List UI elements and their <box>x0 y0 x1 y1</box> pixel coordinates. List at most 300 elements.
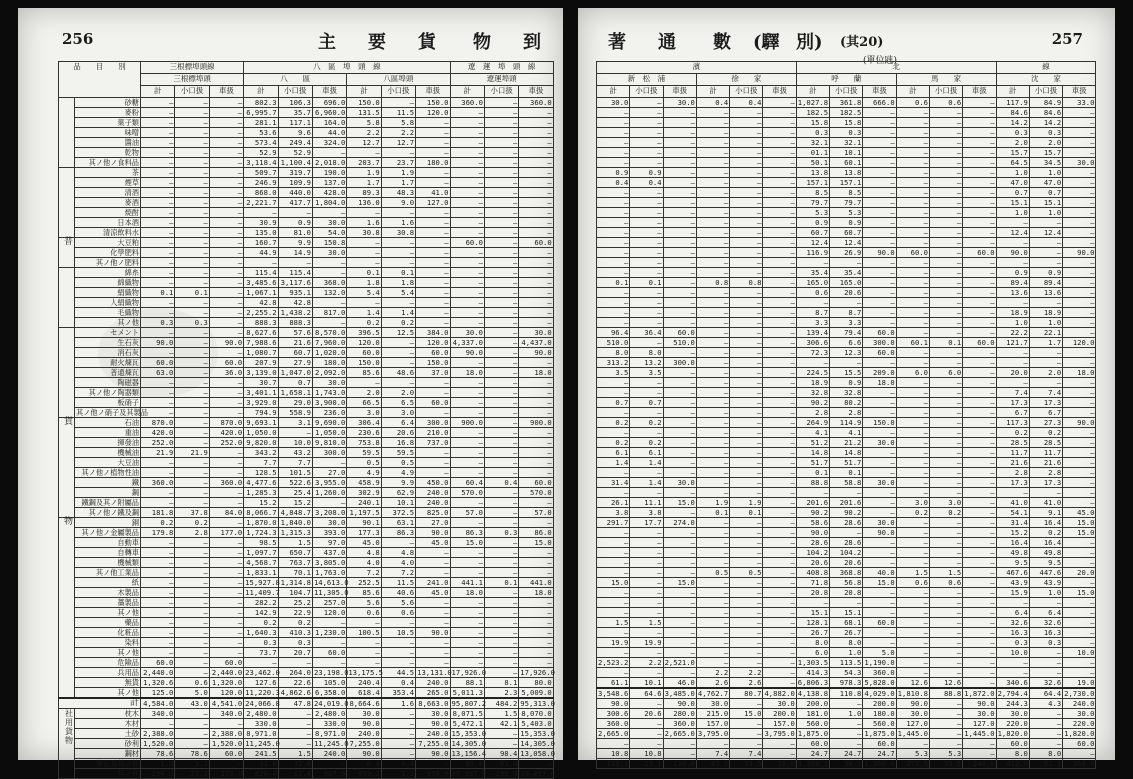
value-cell: — <box>896 218 929 228</box>
value-cell: — <box>450 498 484 508</box>
value-cell: — <box>416 388 450 398</box>
value-cell: — <box>730 228 763 238</box>
table-row <box>59 308 554 318</box>
value-cell: — <box>209 558 243 568</box>
value-cell: 14,305.0 <box>451 739 487 748</box>
value-cell: 1.0 <box>996 208 1029 218</box>
value-cell: — <box>663 538 696 548</box>
value-cell: — <box>696 578 729 588</box>
value-cell: 0.4 <box>730 98 763 108</box>
value-cell: 6,960.0 <box>312 108 346 118</box>
value-cell: — <box>963 668 996 678</box>
table-row <box>597 648 1096 658</box>
value-cell: 233.0 <box>209 769 243 779</box>
value-cell: — <box>519 428 553 438</box>
value-cell: 30.9 <box>244 218 278 228</box>
value-cell: 807.0 <box>312 769 346 779</box>
value-cell: 888.3 <box>278 318 312 328</box>
value-cell: — <box>484 178 518 188</box>
item-name: 消石灰 <box>75 348 141 358</box>
value-cell: — <box>663 188 696 198</box>
value-cell: — <box>484 388 518 398</box>
value-cell: — <box>730 358 763 368</box>
value-cell: — <box>450 268 484 278</box>
value-cell: — <box>796 598 829 608</box>
value-cell: 42.8 <box>278 298 312 308</box>
value-cell: — <box>963 318 996 328</box>
value-cell: 90.0 <box>1063 248 1096 258</box>
value-cell: 164.0 <box>312 118 346 128</box>
value-cell: — <box>416 598 450 608</box>
value-cell: — <box>963 368 996 378</box>
value-cell: — <box>763 508 796 518</box>
value-cell: 1,840.0 <box>278 518 312 528</box>
title-char: 通 <box>658 32 676 53</box>
value-cell: 10.5 <box>381 628 415 638</box>
value-cell: — <box>663 648 696 658</box>
value-cell: 14.2 <box>1029 118 1062 128</box>
value-cell: 127.0 <box>896 719 929 729</box>
value-cell: — <box>730 628 763 638</box>
item-name: 其ノ他ノ硝子及其製品 <box>76 408 148 417</box>
item-name: 鋼 <box>75 488 141 498</box>
value-cell: — <box>763 398 796 408</box>
table-row <box>597 248 1096 258</box>
value-cell: — <box>630 338 663 348</box>
value-cell: 3.8 <box>597 508 630 518</box>
value-cell: — <box>381 238 415 248</box>
value-cell: — <box>763 618 796 628</box>
value-cell: — <box>209 378 243 388</box>
value-cell: — <box>519 308 553 318</box>
value-cell: — <box>381 658 415 668</box>
value-cell: 3.5 <box>630 368 663 378</box>
value-cell: — <box>381 98 415 108</box>
value-cell: 9.5 <box>1029 558 1062 568</box>
value-cell: 180.0 <box>863 709 896 719</box>
group-header: 濱 <box>597 62 797 74</box>
value-cell: 27.3 <box>1029 418 1062 428</box>
value-cell: — <box>484 538 518 548</box>
value-cell: 39,097.0 <box>520 769 555 778</box>
value-cell: — <box>696 148 729 158</box>
value-cell: 30.0 <box>696 699 729 709</box>
value-cell: — <box>1063 378 1096 388</box>
value-cell: 0.5 <box>381 458 415 468</box>
value-cell: 60.7 <box>796 228 829 238</box>
value-cell: — <box>730 328 763 338</box>
value-cell: 10.0 <box>1063 648 1096 658</box>
value-cell: — <box>416 308 450 318</box>
sub-header: 八區埠頭 <box>347 74 450 86</box>
value-cell: — <box>630 729 663 739</box>
value-cell: — <box>696 608 729 618</box>
table-row <box>597 678 1096 689</box>
value-cell: — <box>996 668 1029 678</box>
value-cell: 1.7 <box>381 178 415 188</box>
value-cell: 0.8 <box>696 278 729 288</box>
value-cell: 7.2 <box>347 568 381 578</box>
value-cell: — <box>519 138 553 148</box>
value-cell: 13.8 <box>830 168 863 178</box>
value-cell: — <box>896 318 929 328</box>
value-cell: — <box>929 739 962 749</box>
table-row <box>597 368 1096 378</box>
value-cell: 313.2 <box>597 358 630 368</box>
value-cell: 4,477.6 <box>244 478 278 488</box>
value-cell: — <box>416 288 450 298</box>
column-header: 車扱 <box>1063 86 1096 98</box>
value-cell: — <box>141 388 175 398</box>
value-cell: 0.3 <box>278 638 312 648</box>
value-cell: — <box>730 458 763 468</box>
table-row <box>59 158 554 168</box>
value-cell: — <box>1063 438 1096 448</box>
value-cell: — <box>141 268 175 278</box>
value-cell: 101.5 <box>278 468 312 478</box>
value-cell: 3,805.0 <box>312 558 346 568</box>
value-cell: 25.4 <box>278 488 312 498</box>
value-cell: — <box>763 378 796 388</box>
value-cell: — <box>696 448 729 458</box>
value-cell: — <box>450 618 484 628</box>
value-cell: 0.2 <box>381 318 415 328</box>
value-cell: — <box>696 388 729 398</box>
value-cell: 90.0 <box>1063 418 1096 428</box>
value-cell: 2.8 <box>796 408 829 418</box>
value-cell: — <box>630 598 663 608</box>
value-cell: 19.9 <box>597 638 630 648</box>
value-cell: 32.6 <box>996 618 1029 628</box>
total-cell: 1,810.8 <box>897 689 928 698</box>
item-name: 紙 <box>75 578 141 588</box>
value-cell: — <box>416 278 450 288</box>
value-cell: — <box>929 608 962 618</box>
value-cell: — <box>663 138 696 148</box>
value-cell: 6.4 <box>1029 608 1062 618</box>
value-cell: — <box>630 218 663 228</box>
item-name: 石油 <box>75 418 141 428</box>
value-cell: 45.0 <box>1063 508 1096 518</box>
value-cell: 44.9 <box>244 248 278 258</box>
value-cell: — <box>996 488 1029 498</box>
value-cell: — <box>863 598 896 608</box>
value-cell: — <box>929 378 962 388</box>
value-cell: 1,763.0 <box>312 568 346 578</box>
table-row <box>597 108 1096 118</box>
value-cell: 1.0 <box>996 168 1029 178</box>
value-cell: 650.7 <box>278 548 312 558</box>
value-cell: — <box>519 378 553 388</box>
table-row <box>597 118 1096 128</box>
value-cell: — <box>381 618 415 628</box>
value-cell: 0.6 <box>347 608 381 618</box>
value-cell: — <box>663 148 696 158</box>
value-cell: 1.9 <box>347 168 381 178</box>
value-cell: 41.0 <box>996 498 1029 508</box>
value-cell: — <box>863 488 896 498</box>
value-cell: — <box>763 98 796 108</box>
value-cell: — <box>141 208 175 218</box>
value-cell: — <box>484 328 518 338</box>
value-cell: — <box>963 178 996 188</box>
value-cell: 2,388.0 <box>141 729 175 739</box>
value-cell: 4.9 <box>347 468 381 478</box>
value-cell: 0.1 <box>347 268 381 278</box>
column-header: 計 <box>450 86 484 98</box>
value-cell: — <box>929 298 962 308</box>
value-cell: 12.5 <box>381 328 415 338</box>
value-cell: 21.6 <box>996 458 1029 468</box>
value-cell: — <box>963 749 996 759</box>
value-cell: — <box>963 188 996 198</box>
table-row <box>59 418 554 428</box>
value-cell: — <box>347 638 381 648</box>
value-cell: — <box>312 318 346 328</box>
value-cell: — <box>175 398 209 408</box>
value-cell: 8.0 <box>1029 749 1062 759</box>
value-cell: — <box>663 158 696 168</box>
value-cell: — <box>1063 358 1096 368</box>
value-cell: 35.4 <box>796 268 829 278</box>
value-cell: — <box>597 608 630 618</box>
value-cell: 1,260.0 <box>312 488 346 498</box>
value-cell: — <box>896 298 929 308</box>
value-cell: 30.0 <box>519 328 553 338</box>
table-row <box>59 528 554 538</box>
value-cell: — <box>830 598 863 608</box>
value-cell: — <box>484 198 518 208</box>
value-cell: — <box>209 538 243 548</box>
value-cell: 1.9 <box>381 168 415 178</box>
item-name: 綿糸 <box>75 268 141 278</box>
value-cell: 19.9 <box>630 638 663 648</box>
value-cell: — <box>863 138 896 148</box>
value-cell: 0.9 <box>1029 268 1062 278</box>
value-cell: 9,810.0 <box>312 438 346 448</box>
value-cell: 182.5 <box>796 108 829 118</box>
value-cell: — <box>519 158 553 168</box>
value-cell: 240.0 <box>963 759 996 769</box>
header-row <box>597 74 1096 86</box>
value-cell: — <box>141 598 175 608</box>
item-name: 自轉車 <box>75 548 141 558</box>
value-cell: — <box>416 378 450 388</box>
value-cell: — <box>597 308 630 318</box>
value-cell: — <box>763 308 796 318</box>
value-cell: — <box>763 148 796 158</box>
value-cell: — <box>347 648 381 658</box>
value-cell: 201.6 <box>796 498 829 508</box>
item-name: 其ノ他 <box>75 688 141 699</box>
value-cell: — <box>763 268 796 278</box>
value-cell: 441.1 <box>450 578 484 588</box>
value-cell: — <box>630 268 663 278</box>
value-cell: 15.0 <box>663 498 696 508</box>
value-cell: 7.4 <box>1029 388 1062 398</box>
value-cell: — <box>763 298 796 308</box>
value-cell: 30.0 <box>896 709 929 719</box>
value-cell: — <box>929 388 962 398</box>
value-cell: 1,197.5 <box>347 508 381 518</box>
value-cell: — <box>1063 208 1096 218</box>
total-cell: 4,541.0 <box>209 698 243 709</box>
value-cell: 0.1 <box>796 468 829 478</box>
value-cell: — <box>141 578 175 588</box>
value-cell: 8.0 <box>796 638 829 648</box>
value-cell: — <box>863 588 896 598</box>
value-cell: — <box>312 638 346 648</box>
value-cell: 15.9 <box>996 588 1029 598</box>
value-cell: — <box>963 148 996 158</box>
value-cell: 240.0 <box>312 749 346 759</box>
value-cell: 30.0 <box>450 328 484 338</box>
value-cell: — <box>863 448 896 458</box>
value-cell: — <box>696 458 729 468</box>
value-cell: — <box>663 528 696 538</box>
item-name: 無貨 <box>75 678 141 688</box>
value-cell: 0.3 <box>175 318 209 328</box>
value-cell: 4.3 <box>1029 699 1062 709</box>
item-name: 鐵 <box>75 478 141 488</box>
value-cell: 10.1 <box>381 498 415 508</box>
sub-header: 遼運埠頭 <box>450 74 553 86</box>
value-cell: — <box>630 228 663 238</box>
value-cell: 63.1 <box>381 518 415 528</box>
value-cell: — <box>730 268 763 278</box>
value-cell: 98.5 <box>244 538 278 548</box>
value-cell: 60.0 <box>519 238 553 248</box>
item-name: 麥粉 <box>75 108 141 118</box>
value-cell: — <box>209 318 243 328</box>
value-cell: 5.3 <box>830 208 863 218</box>
value-cell: 28.6 <box>830 538 863 548</box>
item-name: 鋼材 <box>75 749 141 759</box>
value-cell: — <box>763 648 796 658</box>
value-cell: — <box>519 648 553 658</box>
value-cell: 5.3 <box>896 749 929 759</box>
value-cell: 30.0 <box>312 248 346 258</box>
value-cell: 21.9 <box>175 448 209 458</box>
value-cell: — <box>996 258 1029 268</box>
value-cell: 1.8 <box>347 278 381 288</box>
value-cell: 16.4 <box>1029 518 1062 528</box>
table-row <box>59 188 554 198</box>
total-cell: 110.8 <box>830 688 863 699</box>
value-cell: — <box>896 208 929 218</box>
value-cell: — <box>730 588 763 598</box>
value-cell: 12.4 <box>996 228 1029 238</box>
value-cell: — <box>175 298 209 308</box>
value-cell: — <box>597 468 630 478</box>
value-cell: — <box>963 198 996 208</box>
value-cell: — <box>450 648 484 658</box>
value-cell: 0.1 <box>696 508 729 518</box>
value-cell: 64.5 <box>996 158 1029 168</box>
value-cell: 291.7 <box>597 518 630 528</box>
value-cell: — <box>597 568 630 578</box>
value-cell: — <box>1063 618 1096 628</box>
value-cell: 30.0 <box>863 478 896 488</box>
value-cell: — <box>730 158 763 168</box>
value-cell: — <box>630 538 663 548</box>
value-cell: — <box>416 298 450 308</box>
value-cell: — <box>630 488 663 498</box>
value-cell: 16.8 <box>381 438 415 448</box>
value-cell: 33.5 <box>929 759 962 769</box>
value-cell: — <box>1029 719 1062 729</box>
value-cell: 1.8 <box>381 278 415 288</box>
value-cell: 6.5 <box>381 398 415 408</box>
value-cell: — <box>929 168 962 178</box>
value-cell: — <box>597 198 630 208</box>
column-header: 車扱 <box>312 86 346 98</box>
item-name: 乾物 <box>75 148 141 158</box>
value-cell: — <box>175 268 209 278</box>
value-cell: 30.0 <box>312 378 346 388</box>
value-cell: — <box>696 288 729 298</box>
value-cell: 45.0 <box>416 538 450 548</box>
value-cell: — <box>597 538 630 548</box>
value-cell: — <box>763 558 796 568</box>
value-cell: 11,409.7 <box>245 588 280 597</box>
item-name: 煉瓦及其ノ他 <box>75 759 141 769</box>
value-cell: — <box>863 228 896 238</box>
table-row <box>597 468 1096 478</box>
value-cell: 84.9 <box>1029 98 1062 108</box>
value-cell: 817.0 <box>312 308 346 318</box>
value-cell: — <box>863 468 896 478</box>
value-cell: 560.0 <box>796 719 829 729</box>
value-cell: — <box>312 458 346 468</box>
value-cell: — <box>519 658 553 668</box>
value-cell: 90.1 <box>347 518 381 528</box>
table-row <box>59 278 554 288</box>
value-cell: — <box>450 218 484 228</box>
value-cell: 870.0 <box>141 418 175 428</box>
value-cell: — <box>630 138 663 148</box>
value-cell: 17.7 <box>630 518 663 528</box>
value-cell: — <box>209 138 243 148</box>
value-cell: — <box>209 638 243 648</box>
value-cell: — <box>730 108 763 118</box>
value-cell: 66.5 <box>347 398 381 408</box>
value-cell: 0.2 <box>1029 428 1062 438</box>
table-row <box>59 358 554 368</box>
value-cell: 90.0 <box>347 749 381 759</box>
total-cell: 4,762.7 <box>697 689 729 698</box>
value-cell: — <box>209 608 243 618</box>
value-cell: 23.7 <box>381 158 415 168</box>
value-cell: 215.0 <box>696 709 729 719</box>
table-row <box>597 428 1096 438</box>
table-row <box>597 178 1096 188</box>
value-cell: 29.0 <box>278 398 312 408</box>
value-cell: — <box>730 548 763 558</box>
value-cell: 1,230.0 <box>312 628 346 638</box>
value-cell: 203.7 <box>347 158 381 168</box>
value-cell: 14.9 <box>278 248 312 258</box>
value-cell: 2.0 <box>996 138 1029 148</box>
value-cell: — <box>763 328 796 338</box>
table-row <box>59 618 554 628</box>
value-cell: — <box>896 158 929 168</box>
title-char: 物 <box>473 32 491 53</box>
value-cell: 18.9 <box>796 378 829 388</box>
value-cell: 4.8 <box>381 548 415 558</box>
value-cell: 7.4 <box>996 388 1029 398</box>
value-cell: — <box>597 628 630 638</box>
